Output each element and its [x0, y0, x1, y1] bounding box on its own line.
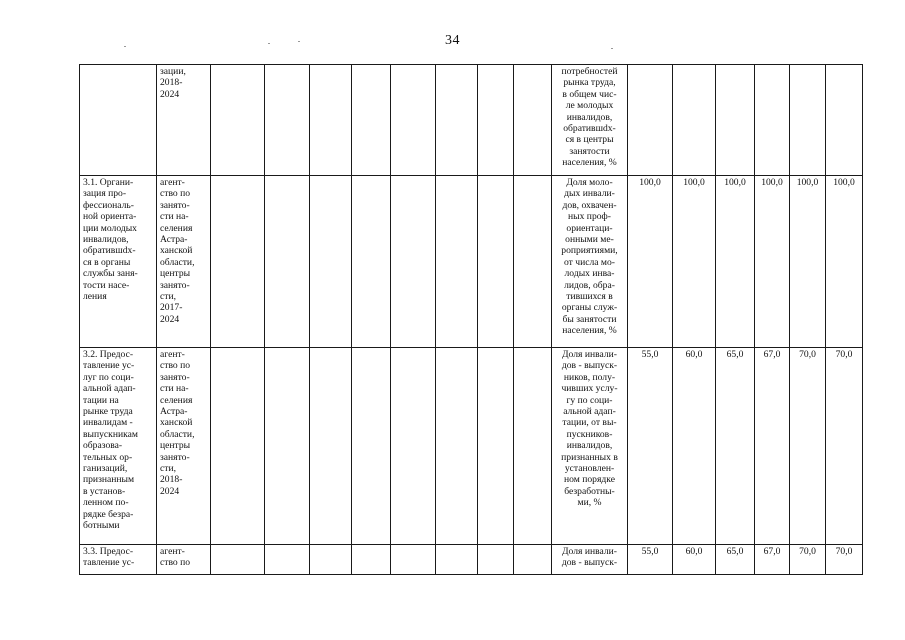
value-cell: [628, 176, 673, 348]
scan-speck: [124, 46, 126, 47]
scan-speck: [268, 43, 270, 44]
value-cell: [755, 545, 790, 575]
value-cell: [790, 348, 826, 545]
scan-speck: [298, 41, 300, 42]
measure-name-cell: [80, 545, 157, 575]
empty-cell: [310, 348, 352, 545]
value-2024: 70,0: [835, 349, 853, 360]
value-cell: [628, 545, 673, 575]
empty-cell: [436, 348, 478, 545]
value-cell: [826, 65, 863, 176]
empty-cell: [478, 176, 514, 348]
empty-cell: [211, 545, 265, 575]
value-2024: 100,0: [833, 177, 855, 188]
empty-cell: [391, 65, 436, 176]
value-2021: 65,0: [726, 546, 744, 557]
value-cell: [673, 545, 716, 575]
value-cell: [790, 176, 826, 348]
page-number: 34: [445, 33, 460, 48]
value-cell: [628, 65, 673, 176]
table-row: [80, 176, 863, 348]
empty-cell: [436, 545, 478, 575]
empty-cell: [436, 176, 478, 348]
program-measures-table: [79, 64, 863, 575]
empty-cell: [265, 65, 310, 176]
empty-cell: [352, 65, 391, 176]
value-2019: 55,0: [641, 546, 659, 557]
value-2021: 100,0: [724, 177, 746, 188]
measure-name-cell: [80, 176, 157, 348]
indicator-cell: [552, 348, 628, 545]
value-cell: [755, 348, 790, 545]
value-cell: [716, 65, 755, 176]
empty-cell: [211, 176, 265, 348]
executor-cell: [157, 348, 211, 545]
value-cell: [716, 348, 755, 545]
empty-cell: [436, 65, 478, 176]
value-cell: [673, 65, 716, 176]
value-cell: [716, 545, 755, 575]
empty-cell: [310, 176, 352, 348]
empty-cell: [265, 348, 310, 545]
executor-cell: [157, 176, 211, 348]
empty-cell: [478, 545, 514, 575]
value-2022: 67,0: [763, 349, 781, 360]
empty-cell: [352, 545, 391, 575]
value-cell: [826, 176, 863, 348]
value-2022: 67,0: [763, 546, 781, 557]
executor-text: зации, 2018- 2024: [160, 66, 186, 100]
table-row: [80, 545, 863, 575]
measure-name: 3.1. Органи- зация про- фессиональ- ной ориента- ции молодых инвалидов, обратившdх- ся в органы службы заня- тости насе- ления: [83, 177, 138, 303]
indicator-cell: [552, 176, 628, 348]
value-cell: [826, 348, 863, 545]
measure-name-cell: [80, 65, 157, 176]
empty-cell: [310, 65, 352, 176]
value-2022: 100,0: [761, 177, 783, 188]
value-2020: 100,0: [683, 177, 705, 188]
empty-cell: [391, 545, 436, 575]
empty-cell: [352, 176, 391, 348]
executor-cell: [157, 545, 211, 575]
value-cell: [673, 176, 716, 348]
value-cell: [790, 65, 826, 176]
measure-name-cell: [80, 348, 157, 545]
value-cell: [790, 545, 826, 575]
value-2023: 70,0: [799, 546, 816, 557]
executor-text: агент- ство по: [160, 546, 191, 569]
indicator-text: Доля инвали- дов - выпуск-: [561, 546, 618, 569]
empty-cell: [514, 65, 552, 176]
value-2019: 100,0: [639, 177, 661, 188]
empty-cell: [352, 348, 391, 545]
value-cell: [755, 176, 790, 348]
indicator-cell: [552, 545, 628, 575]
empty-cell: [514, 176, 552, 348]
table-row: [80, 65, 863, 176]
indicator-text: потребностей рынка труда, в общем чис- ле молодых инвалидов, обратившdх- ся в центры занятости населения, %: [561, 66, 618, 169]
empty-cell: [310, 545, 352, 575]
empty-cell: [514, 545, 552, 575]
indicator-text: Доля инвали- дов - выпуск- ников, полу- чивших услу- гу по соци- альной адап- тации, от вы- пускников- инвалидов, признанных в установлен- ном порядке безработны- ми, %: [561, 349, 618, 509]
scan-speck: [611, 48, 613, 49]
value-2023: 100,0: [796, 177, 819, 188]
empty-cell: [265, 176, 310, 348]
value-cell: [716, 176, 755, 348]
indicator-text: Доля моло- дых инвали- дов, охвачен- ных проф- ориентаци- онными ме- роприятиями, от числа мо- лодых инва- лидов, обра- тившихся в органы служ- бы занятости населения, %: [561, 177, 618, 337]
value-2020: 60,0: [685, 349, 703, 360]
empty-cell: [391, 176, 436, 348]
empty-cell: [391, 348, 436, 545]
executor-cell: [157, 65, 211, 176]
value-cell: [826, 545, 863, 575]
empty-cell: [478, 348, 514, 545]
table-row: [80, 348, 863, 545]
indicator-cell: [552, 65, 628, 176]
empty-cell: [265, 545, 310, 575]
value-2023: 70,0: [799, 349, 816, 360]
value-2019: 55,0: [641, 349, 659, 360]
executor-text: агент- ство по занято- сти на- селения Астра- ханской области, центры занято- сти, 2017- 2024: [160, 177, 195, 325]
value-2024: 70,0: [835, 546, 853, 557]
executor-text: агент- ство по занято- сти на- селения Астра- ханской области, центры занято- сти, 2018- 2024: [160, 349, 195, 497]
empty-cell: [478, 65, 514, 176]
value-2020: 60,0: [685, 546, 703, 557]
measure-name: 3.3. Предос- тавление ус-: [83, 546, 135, 569]
empty-cell: [211, 348, 265, 545]
value-2021: 65,0: [726, 349, 744, 360]
measure-name: 3.2. Предос- тавление ус- луг по соци- альной адап- тации на рынке труда инвалидам - выпускникам образова- тельных ор- ганизаций, признанным в установ- ленном по- рядке безра- ботными: [83, 349, 138, 532]
empty-cell: [514, 348, 552, 545]
value-cell: [673, 348, 716, 545]
empty-cell: [211, 65, 265, 176]
value-cell: [755, 65, 790, 176]
value-cell: [628, 348, 673, 545]
